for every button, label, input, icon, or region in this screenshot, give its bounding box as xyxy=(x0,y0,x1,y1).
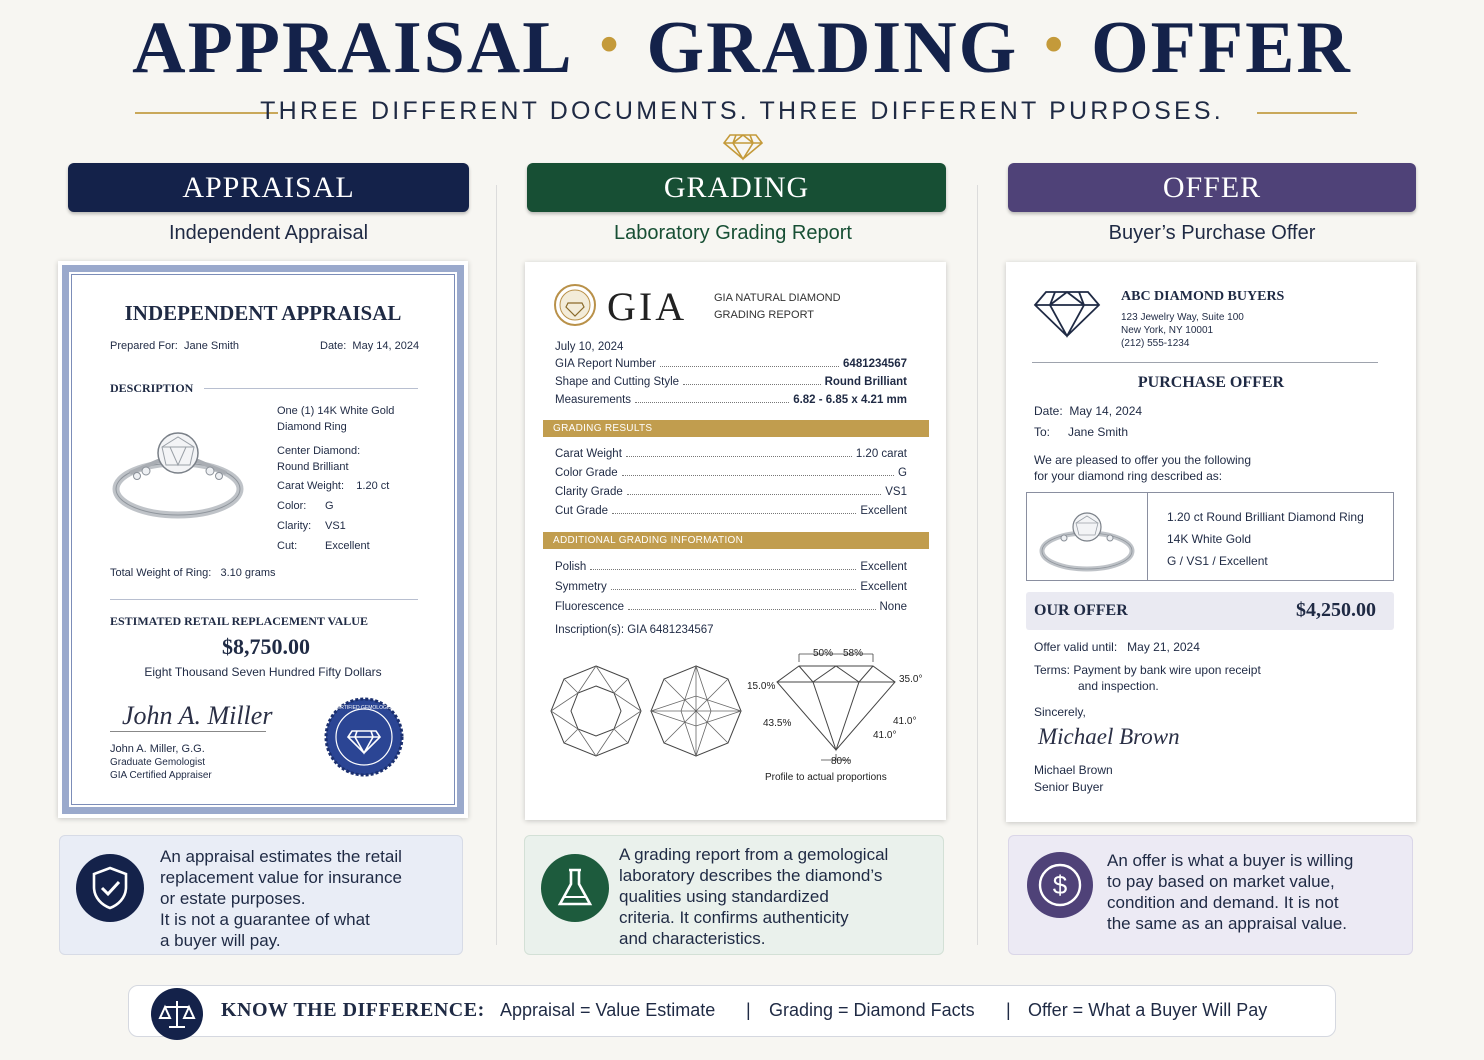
crown-percent: 58% xyxy=(843,648,864,659)
buyer-company: ABC DIAMOND BUYERS xyxy=(1121,289,1285,304)
footer-appraisal: Appraisal = Value Estimate xyxy=(500,1000,716,1020)
offer-item-box xyxy=(1026,492,1394,581)
proportions-diagram xyxy=(743,642,933,767)
offer-intro: We are pleased to offer you the following for your diamond ring described as: xyxy=(1034,453,1252,483)
scales-icon xyxy=(151,988,203,1040)
buyer-signature: Michael Brown xyxy=(1038,724,1180,749)
offer-explanation xyxy=(1008,835,1413,955)
appraisal-banner: APPRAISAL xyxy=(68,163,469,212)
row-value: 6481234567 xyxy=(843,358,907,370)
ring-image xyxy=(110,421,246,526)
gia-seal-icon xyxy=(553,283,597,327)
carat-weight: Carat Weight: 1.20 ct xyxy=(277,480,390,492)
footer-grading: Grading = Diamond Facts xyxy=(769,1000,975,1020)
ring-thumbnail xyxy=(1037,505,1137,575)
offer-label: OUR OFFER xyxy=(1034,602,1128,619)
offer-item-details: 1.20 ct Round Brilliant Diamond Ring 14K White Gold G / VS1 / Excellent xyxy=(1167,510,1364,568)
grading-explanation xyxy=(524,835,944,955)
total-weight: Total Weight of Ring: 3.10 grams xyxy=(110,567,276,579)
offer-date: Date: May 14, 2024 xyxy=(1034,404,1143,418)
row-label: GIA Report Number xyxy=(555,358,656,370)
row-value: Round Brilliant xyxy=(824,376,907,388)
crown-height: 15.0% xyxy=(747,681,776,692)
know-the-difference-bar xyxy=(128,985,1336,1037)
footer-heading: KNOW THE DIFFERENCE: xyxy=(221,999,485,1021)
divider xyxy=(1147,493,1148,580)
svg-text:$: $ xyxy=(1052,870,1068,900)
gia-logo: GIA xyxy=(607,284,688,329)
shield-check-icon xyxy=(76,854,144,922)
subtitle: THREE DIFFERENT DOCUMENTS. THREE DIFFERENT PURPOSES. xyxy=(260,97,1224,125)
appraisal-title: INDEPENDENT APPRAISAL xyxy=(124,301,402,325)
row-value: Excellent xyxy=(860,505,907,517)
center-diamond: Center Diamond: Round Brilliant xyxy=(277,445,361,473)
closing: Sincerely, xyxy=(1034,705,1086,719)
certification-seal-icon xyxy=(324,697,404,777)
row-label: Fluorescence xyxy=(555,601,625,613)
additional-info-header: ADDITIONAL GRADING INFORMATION xyxy=(543,532,929,549)
appraisal-subtitle: Independent Appraisal xyxy=(168,222,369,244)
appraiser-signature: John A. Miller xyxy=(122,701,273,730)
appraised-value: $8,750.00 xyxy=(222,634,310,659)
offer-amount-panel xyxy=(1026,592,1394,630)
report-row xyxy=(555,581,907,593)
report-row xyxy=(555,467,907,479)
dot-leader xyxy=(660,358,839,367)
seal-text: CERTIFIED GEMOLOGIST xyxy=(333,705,395,711)
description-heading: DESCRIPTION xyxy=(110,381,194,395)
cut-grade: Cut: Excellent xyxy=(277,540,370,552)
dot-leader xyxy=(628,601,875,610)
footer-separator: | xyxy=(1006,1000,1011,1020)
row-label: Symmetry xyxy=(555,581,607,593)
report-row xyxy=(555,561,907,573)
item-description: One (1) 14K White Gold Diamond Ring xyxy=(277,405,395,433)
color-grade: Color: G xyxy=(277,500,334,512)
offer-explanation-text: An offer is what a buyer is willing to pay based on market value, condition and demand. It is not the same as an appraisal value. xyxy=(1107,851,1354,933)
row-label: Shape and Cutting Style xyxy=(555,376,680,388)
offer-recipient: To: Jane Smith xyxy=(1034,425,1129,439)
appraisal-document xyxy=(58,261,468,818)
buyer-info: Michael Brown Senior Buyer xyxy=(1034,763,1113,794)
pavilion-diagram xyxy=(649,664,743,758)
report-row xyxy=(555,601,907,613)
crown-diagram xyxy=(549,664,643,758)
grading-banner: GRADING xyxy=(527,163,946,212)
divider xyxy=(110,599,418,600)
appraisal-explanation-text: An appraisal estimates the retail replacement value for insurance or estate purposes. It is not a guarantee of what a buyer will pay. xyxy=(160,847,402,950)
offer-terms: Terms: Payment by bank wire upon receipt and inspection. xyxy=(1034,663,1261,693)
crown-angle: 35.0° xyxy=(899,674,923,685)
row-value: None xyxy=(879,601,907,613)
inscription: Inscription(s): GIA 6481234567 xyxy=(555,624,714,636)
column-divider xyxy=(496,185,497,945)
dot-leader xyxy=(683,376,821,385)
grading-explanation-text: A grading report from a gemological laboratory describes the diamond’s qualities using standardized criteria. It confirms authenticity and characteristics. xyxy=(619,845,889,948)
flask-icon xyxy=(541,854,609,922)
row-value: Excellent xyxy=(860,581,907,593)
title-appraisal: APPRAISAL xyxy=(132,7,574,89)
dollar-icon xyxy=(1027,852,1093,918)
report-row xyxy=(555,358,907,370)
report-title: GIA NATURAL DIAMOND GRADING REPORT xyxy=(714,292,841,321)
dot-leader xyxy=(611,581,857,590)
report-date: July 10, 2024 xyxy=(555,341,624,353)
value-in-words: Eight Thousand Seven Hundred Fifty Dollars xyxy=(144,665,382,679)
row-value: VS1 xyxy=(885,486,907,498)
report-row xyxy=(555,394,907,406)
report-row xyxy=(555,505,907,517)
dot-leader xyxy=(635,394,789,403)
grading-results-header: GRADING RESULTS xyxy=(543,420,929,437)
dot-leader xyxy=(590,561,856,570)
value-heading: ESTIMATED RETAIL REPLACEMENT VALUE xyxy=(110,614,368,628)
buyer-address: 123 Jewelry Way, Suite 100 New York, NY 10001 (212) 555-1234 xyxy=(1121,312,1244,349)
report-row xyxy=(555,376,907,388)
divider xyxy=(204,388,418,389)
offer-amount: $4,250.00 xyxy=(1296,599,1376,621)
row-label: Cut Grade xyxy=(555,505,609,517)
pavilion-depth: 43.5% xyxy=(763,718,792,729)
dot-leader xyxy=(626,448,852,457)
dot-leader xyxy=(627,486,882,495)
title-dot: • xyxy=(599,14,621,74)
report-row xyxy=(555,448,907,460)
row-value: Excellent xyxy=(860,561,907,573)
title-grading: GRADING xyxy=(646,7,1019,89)
signature-line xyxy=(110,731,266,732)
row-label: Polish xyxy=(555,561,587,573)
offer-title: PURCHASE OFFER xyxy=(1137,374,1285,391)
prepared-for: Prepared For: Jane Smith xyxy=(110,340,240,352)
row-label: Carat Weight xyxy=(555,448,622,460)
offer-valid-until: Offer valid until: May 21, 2024 xyxy=(1034,640,1200,654)
footer-offer: Offer = What a Buyer Will Pay xyxy=(1028,1000,1268,1020)
offer-banner: OFFER xyxy=(1008,163,1416,212)
lower-half: 80% xyxy=(831,756,852,767)
row-value: 1.20 carat xyxy=(855,448,907,460)
diamond-logo-icon xyxy=(1032,289,1102,339)
row-label: Clarity Grade xyxy=(555,486,623,498)
dot-leader xyxy=(622,467,894,476)
row-label: Measurements xyxy=(555,394,632,406)
grading-report-document xyxy=(525,262,946,820)
appraisal-date: Date: May 14, 2024 xyxy=(320,340,420,352)
row-label: Color Grade xyxy=(555,467,618,479)
footer-separator: | xyxy=(746,1000,751,1020)
diamond-icon xyxy=(722,133,764,161)
row-value: G xyxy=(898,467,907,479)
divider xyxy=(1032,362,1378,363)
title-offer: OFFER xyxy=(1091,7,1352,89)
report-row xyxy=(555,486,907,498)
table-percent: 50% xyxy=(813,648,834,659)
grading-subtitle: Laboratory Grading Report xyxy=(614,222,852,244)
pavilion-angle-2: 41.0° xyxy=(873,730,897,741)
main-title xyxy=(0,6,1484,91)
proportions-caption: Profile to actual proportions xyxy=(765,772,887,783)
row-value: 6.82 - 6.85 x 4.21 mm xyxy=(793,394,907,406)
pavilion-angle: 41.0° xyxy=(893,716,917,727)
dot-leader xyxy=(612,505,856,514)
title-dot: • xyxy=(1044,14,1066,74)
clarity-grade: Clarity: VS1 xyxy=(277,520,346,532)
appraisal-explanation xyxy=(59,835,463,955)
column-divider xyxy=(977,185,978,945)
offer-subtitle: Buyer’s Purchase Offer xyxy=(1108,222,1316,244)
appraiser-info: John A. Miller, G.G. Graduate Gemologist GIA Certified Appraiser xyxy=(110,743,212,781)
offer-document xyxy=(1006,262,1416,822)
